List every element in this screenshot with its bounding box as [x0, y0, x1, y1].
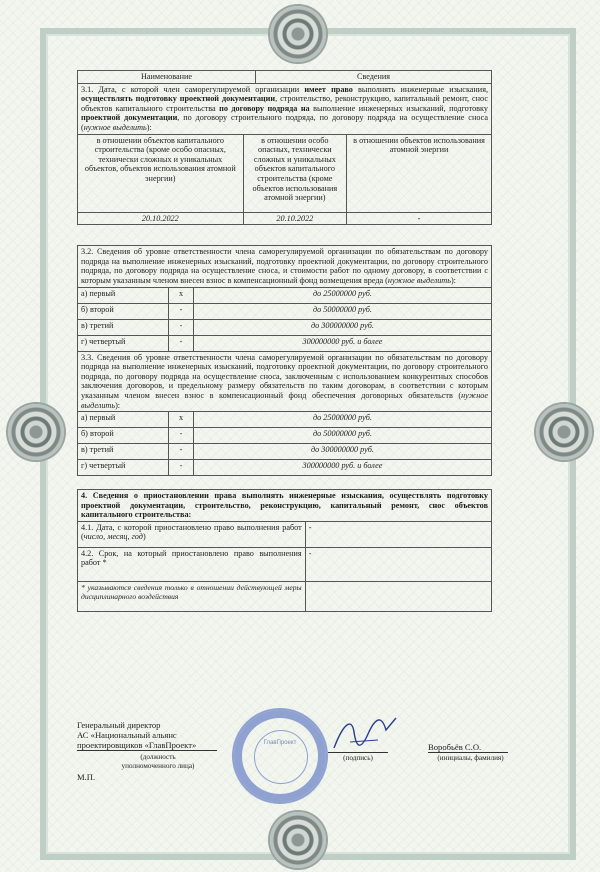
s42-label: 4.2. Срок, на который приостановлено право выполнения работ *	[78, 547, 306, 581]
s32-mark: -	[169, 335, 194, 351]
s32-level: а) первый	[78, 287, 169, 303]
s32-mark: -	[169, 303, 194, 319]
section-3-1-text: 3.1. Дата, с которой член саморегулируемой организации имеет право выполнять инженерные изыскания, осуществлять подготовку проектной документации, строительство, реконструкцию, капитальный ремонт, снос объектов капитального строительства по договору подряда на выполнение инженерных изысканий, подготовку проектной документации, по договору строительного подряда, по договору подряда на осуществление сноса (нужное выделить):	[78, 83, 492, 134]
s33-mark: -	[169, 428, 194, 444]
s4-footnote-empty	[305, 581, 491, 611]
s31-col-capital: в отношении объектов капитального строительства (кроме особо опасных, технически сложных и уникальных объектов, объектов использования атомной энергии)	[78, 134, 244, 212]
s33-level: в) третий	[78, 444, 169, 460]
s33-level: б) второй	[78, 428, 169, 444]
s4-footnote: * указываются сведения только в отношении действующей меры дисциплинарного воздействия	[78, 581, 306, 611]
s32-row	[78, 303, 492, 319]
section-4-title: 4. Сведения о приостановлении права выполнять инженерные изыскания, осуществлять подготовку проектной документации, строительство, реконструкцию, капитальный ремонт, снос объектов капитального строительства:	[78, 490, 492, 522]
s33-level: г) четвертый	[78, 460, 169, 476]
s33-row	[78, 412, 492, 428]
s32-mark: -	[169, 319, 194, 335]
s32-mark: х	[169, 287, 194, 303]
position-line-2: АС «Национальный альянс	[77, 730, 177, 740]
section-3-2	[77, 245, 492, 351]
s33-level: а) первый	[78, 412, 169, 428]
section-3-1	[77, 83, 492, 226]
top-rosette-ornament	[270, 6, 326, 62]
section-3-2-text: 3.2. Сведения об уровне ответственности члена саморегулируемой организации по обязательствам по договору подряда на выполнение инженерных изысканий, подготовку проектной документации, по договору строительного подряда, по договору подряда на осуществление сноса, и стоимости работ по одному договору, в соответствии с которым указанным членом внесен взнос в компенсационный фонд возмещения вреда (нужное выделить):	[78, 246, 492, 287]
bottom-rosette-ornament	[270, 812, 326, 868]
position-line-3: проектировщиков «ГлавПроект»	[77, 740, 217, 751]
s32-amount: до 300000000 руб.	[193, 319, 491, 335]
organization-stamp	[232, 708, 328, 804]
s33-row	[78, 444, 492, 460]
s31-date-capital: 20.10.2022	[78, 212, 244, 225]
signatory-position	[77, 720, 217, 751]
signatory-name: Воробьёв С.О.	[428, 742, 508, 753]
s31-col-dangerous: в отношении особо опасных, технически сложных и уникальных объектов капитального строительства (кроме объектов использования атомной энергии)	[243, 134, 347, 212]
s33-mark: -	[169, 444, 194, 460]
s42-value: -	[305, 547, 491, 581]
header-name-column: Наименование	[78, 71, 256, 84]
s33-amount: до 300000000 руб.	[193, 444, 491, 460]
s33-mark: -	[169, 460, 194, 476]
header-info-column: Сведения	[256, 71, 492, 84]
mp-label: М.П.	[77, 772, 96, 782]
s32-level: б) второй	[78, 303, 169, 319]
s32-amount: до 50000000 руб.	[193, 303, 491, 319]
header-table	[77, 70, 492, 84]
left-rosette-ornament	[8, 404, 64, 460]
section-3-3	[77, 351, 492, 477]
s31-col-nuclear: в отношении объектов использования атомной энергии	[347, 134, 492, 212]
s33-amount: до 50000000 руб.	[193, 428, 491, 444]
section-3-3-text: 3.3. Сведения об уровне ответственности члена саморегулируемой организации по обязательствам по договору подряда на выполнение инженерных изысканий, подготовку проектной документации, по договору строительного подряда, по договору подряда на осуществление сноса, заключенным с использованием конкурентных способов заключения договоров, и предельному размеру обязательств по таким договорам, в соответствии с которым указанным членом внесен взнос в компенсационный фонд обеспечения договорных обязательств (нужное выделить):	[78, 351, 492, 412]
stamp-text: ГлавПроект	[263, 740, 297, 746]
right-rosette-ornament	[536, 404, 592, 460]
s33-mark: х	[169, 412, 194, 428]
s33-amount: до 25000000 руб.	[193, 412, 491, 428]
s33-row	[78, 428, 492, 444]
s32-row	[78, 287, 492, 303]
s32-row	[78, 319, 492, 335]
position-line-1: Генеральный директор	[77, 720, 161, 730]
s33-row	[78, 460, 492, 476]
s31-date-nuclear: -	[347, 212, 492, 225]
signature-caption: (подпись)	[328, 752, 388, 763]
section-4	[77, 489, 492, 612]
handwritten-signature	[330, 712, 400, 757]
s32-level: в) третий	[78, 319, 169, 335]
name-caption: (инициалы, фамилия)	[437, 754, 504, 762]
s41-value: -	[305, 521, 491, 547]
position-caption: (должность уполномоченного лица)	[121, 753, 195, 770]
s32-level: г) четвертый	[78, 335, 169, 351]
certificate-content	[77, 70, 492, 612]
s32-amount: до 25000000 руб.	[193, 287, 491, 303]
s31-date-dangerous: 20.10.2022	[243, 212, 347, 225]
s32-amount: 300000000 руб. и более	[193, 335, 491, 351]
stamp-inner-ring	[254, 730, 308, 784]
s32-row	[78, 335, 492, 351]
s41-label: 4.1. Дата, с которой приостановлено право выполнения работ (число, месяц, год)	[78, 521, 306, 547]
s33-amount: 300000000 руб. и более	[193, 460, 491, 476]
